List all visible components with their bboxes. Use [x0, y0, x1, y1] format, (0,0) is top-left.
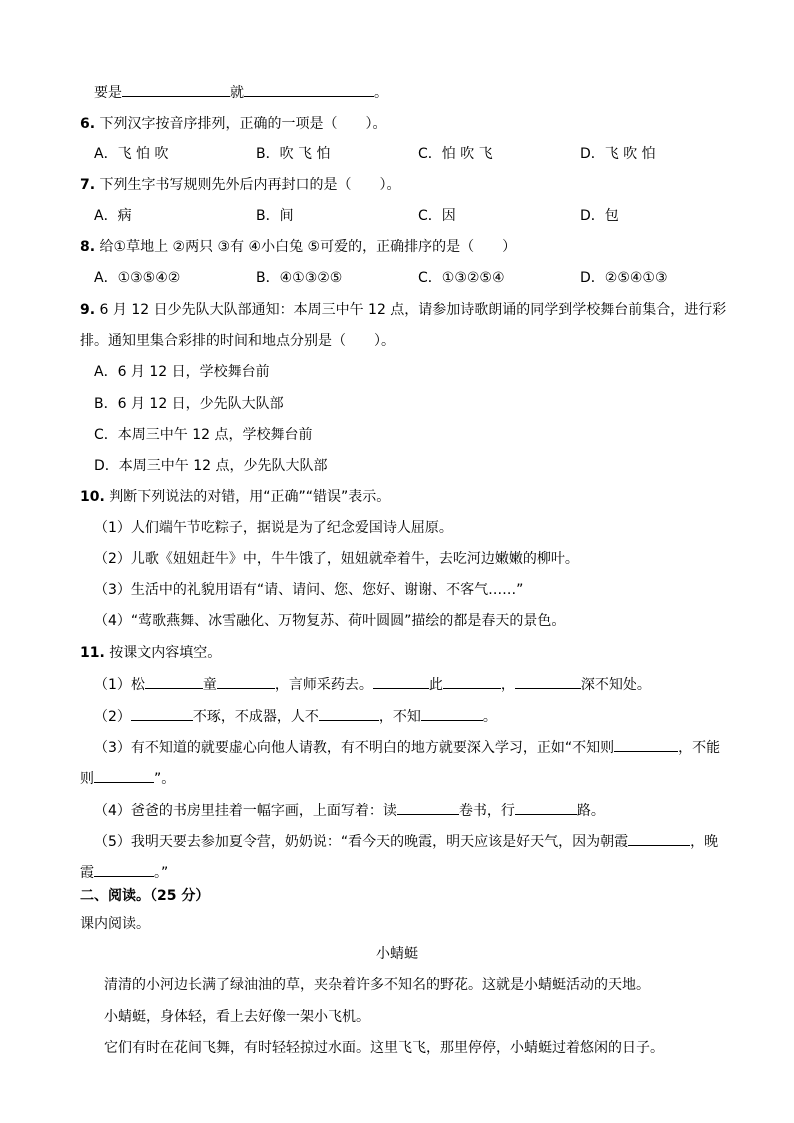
q8-option-d[interactable]: D．②⑤④①③: [580, 270, 668, 286]
q7-text: 下列生字书写规则先外后内再封口的是（ ）。: [99, 177, 401, 193]
q8-option-a[interactable]: A．①③⑤④②: [94, 270, 181, 286]
q5-text-2: 就: [230, 85, 244, 101]
q11-5-text-d: 。”: [154, 865, 169, 881]
q9-option-c[interactable]: C．本周三中午 12 点，学校舞台前: [94, 427, 313, 443]
q11-1-text-b: 童: [202, 677, 217, 693]
q9-stem-line-1: [80, 300, 726, 320]
q11-4-text-c: 路。: [576, 803, 605, 819]
q11-1-text-f: 深不知处。: [580, 677, 651, 693]
q7-option-c[interactable]: C．因: [418, 208, 456, 224]
q11-3-text-b: ，不能: [678, 740, 721, 756]
q11-item-2: [94, 706, 497, 727]
passage-paragraph-2: 小蜻蜓，身体轻，看上去好像一架小飞机。: [104, 1009, 370, 1025]
q10-item-1: （1）人们端午节吃粽子，据说是为了纪念爱国诗人屈原。: [94, 520, 453, 536]
q6-text: 下列汉字按音序排列，正确的一项是（ ）。: [99, 116, 387, 132]
q11-item-3-line-1: [94, 737, 720, 758]
q5-blank-2[interactable]: [244, 82, 374, 97]
q11-2-blank-3[interactable]: [421, 706, 483, 721]
q8-option-c[interactable]: C．①③②⑤④: [418, 270, 505, 286]
q5-text-3: 。: [374, 85, 388, 101]
q11-2-blank-1[interactable]: [131, 706, 193, 721]
q11-3-blank-1[interactable]: [614, 737, 678, 752]
q11-1-text-d: 此: [428, 677, 443, 693]
q11-5-text-c: 霞: [80, 865, 94, 881]
q11-4-blank-2[interactable]: [515, 800, 577, 815]
q8-option-b[interactable]: B．④①③②⑤: [256, 270, 343, 286]
q10-item-2: （2）儿歌《妞妞赶牛》中，牛牛饿了，妞妞就牵着牛，去吃河边嫩嫩的柳叶。: [94, 551, 579, 567]
q11-text: 按课文内容填空。: [109, 645, 222, 661]
q9-stem-line-2: 排。通知里集合彩排的时间和地点分别是（ ）。: [80, 333, 395, 349]
q8-number: 8.: [80, 239, 96, 255]
q11-item-3-line-2: [80, 768, 175, 789]
q9-option-b[interactable]: B．6 月 12 日，少先队大队部: [94, 396, 284, 412]
q10-item-3: （3）生活中的礼貌用语有“请、请问、您、您好、谢谢、不客气……”: [94, 582, 524, 598]
q11-5-text-a: （5）我明天要去参加夏令营，奶奶说：“看今天的晚霞，明天应该是好天气，因为朝霞: [94, 834, 629, 850]
q11-item-5-line-2: [80, 862, 168, 883]
q11-5-blank-1[interactable]: [628, 831, 690, 846]
q11-2-text-c: ，不知: [378, 709, 421, 725]
q6-stem: [80, 114, 387, 134]
q11-5-blank-2[interactable]: [94, 862, 154, 877]
q11-4-text-b: 卷书，行: [458, 803, 515, 819]
q11-3-text-a: （3）有不知道的就要虚心向他人请教，有不明白的地方就要深入学习，正如“不知则: [94, 740, 615, 756]
q11-4-text-a: （4）爸爸的书房里挂着一幅字画，上面写着：读: [94, 803, 397, 819]
q9-option-d[interactable]: D．本周三中午 12 点，少先队大队部: [94, 458, 328, 474]
q6-option-a[interactable]: A．飞 怕 吹: [94, 146, 169, 162]
q11-item-4: [94, 800, 605, 821]
q10-number: 10.: [80, 489, 105, 505]
q11-3-blank-2[interactable]: [94, 768, 154, 783]
q11-4-blank-1[interactable]: [397, 800, 459, 815]
q7-option-a[interactable]: A．病: [94, 208, 132, 224]
section-2-intro: 课内阅读。: [80, 916, 150, 932]
q5-text-1: 要是: [94, 85, 122, 101]
passage-paragraph-1: 清清的小河边长满了绿油油的草，夹杂着许多不知名的野花。这就是小蜻蜓活动的天地。: [104, 977, 650, 993]
q6-option-b[interactable]: B．吹 飞 怕: [256, 146, 331, 162]
section-2-heading: 二、阅读。（25 分）: [80, 888, 210, 904]
q11-2-text-b: 不琢，不成器，人不: [192, 709, 319, 725]
q11-2-text-d: 。: [482, 709, 497, 725]
q9-option-a[interactable]: A．6 月 12 日，学校舞台前: [94, 364, 270, 380]
q10-stem: [80, 487, 390, 507]
q7-stem: [80, 175, 401, 195]
q11-1-blank-5[interactable]: [515, 674, 581, 689]
q11-stem: [80, 643, 221, 663]
q11-number: 11.: [80, 645, 105, 661]
q11-item-5-line-1: [94, 831, 718, 852]
q8-text: 给①草地上 ②两只 ③有 ④小白兔 ⑤可爱的，正确排序的是（ ）: [99, 239, 517, 255]
q11-1-blank-2[interactable]: [217, 674, 275, 689]
q5-blank-1[interactable]: [122, 82, 230, 97]
q10-text: 判断下列说法的对错，用“正确”“错误”表示。: [109, 489, 391, 505]
q5-fill-line: [94, 82, 388, 103]
q11-5-text-b: ，晚: [690, 834, 719, 850]
q11-2-blank-2[interactable]: [319, 706, 379, 721]
q8-stem: [80, 237, 516, 257]
q6-option-c[interactable]: C．怕 吹 飞: [418, 146, 493, 162]
q11-1-blank-4[interactable]: [443, 674, 501, 689]
q11-2-text-a: （2）: [94, 709, 131, 725]
q11-item-1: [94, 674, 651, 695]
q11-1-text-e: ，: [500, 677, 515, 693]
q6-number: 6.: [80, 116, 96, 132]
q11-1-blank-3[interactable]: [373, 674, 429, 689]
q11-3-text-c: 则: [80, 771, 94, 787]
passage-title: 小蜻蜓: [376, 946, 418, 962]
q11-1-text-a: （1）松: [94, 677, 145, 693]
q11-3-text-d: ”。: [154, 771, 176, 787]
q9-number: 9.: [80, 302, 96, 318]
q6-option-d[interactable]: D．飞 吹 怕: [580, 146, 656, 162]
q7-option-b[interactable]: B．间: [256, 208, 294, 224]
q11-1-blank-1[interactable]: [145, 674, 203, 689]
q9-text-1: 6 月 12 日少先队大队部通知：本周三中午 12 点，请参加诗歌朗诵的同学到学校舞台前集合，进行彩: [99, 302, 727, 318]
q10-item-4: （4）“莺歌燕舞、冰雪融化、万物复苏、荷叶圆圆”描绘的都是春天的景色。: [94, 613, 566, 629]
q11-1-text-c: ，言师采药去。: [274, 677, 373, 693]
q7-option-d[interactable]: D．包: [580, 208, 619, 224]
q7-number: 7.: [80, 177, 96, 193]
passage-paragraph-3: 它们有时在花间飞舞，有时轻轻掠过水面。这里飞飞，那里停停，小蜻蜓过着悠闲的日子。: [104, 1040, 664, 1056]
